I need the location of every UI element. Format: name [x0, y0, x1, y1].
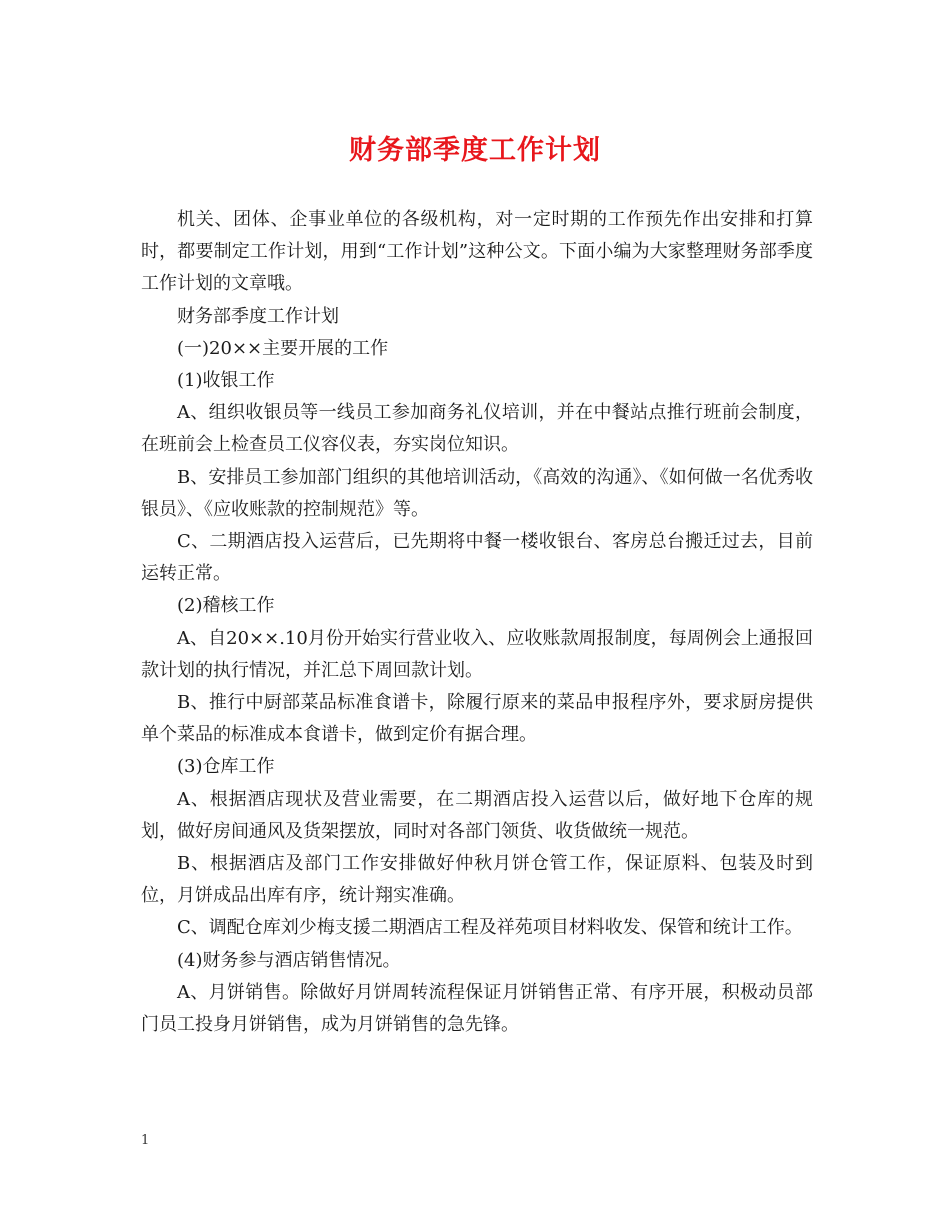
- section-heading-1: (一)20××主要开展的工作: [177, 337, 389, 359]
- subsection-heading-audit: (2)稽核工作: [177, 595, 275, 617]
- paragraph-item: A、月饼销售。除做好月饼周转流程保证月饼销售正常、有序开展，积极动员部门员工投身月饼销售，成为月饼销售的急先锋。: [141, 981, 813, 1036]
- paragraph-item: B、根据酒店及部门工作安排做好仲秋月饼仓管工作，保证原料、包装及时到位，月饼成品出库有序，统计翔实准确。: [141, 853, 813, 907]
- document-title: 财务部季度工作计划: [349, 135, 601, 166]
- paragraph-item: C、调配仓库刘少梅支援二期酒店工程及祥苑项目材料收发、保管和统计工作。: [177, 917, 803, 939]
- subsection-heading-cashier: (1)收银工作: [177, 370, 275, 392]
- paragraph-item: A、根据酒店现状及营业需要，在二期酒店投入运营以后，做好地下仓库的规划，做好房间通风及货架摆放，同时对各部门领货、收货做统一规范。: [141, 788, 813, 842]
- subsection-heading-warehouse: (3)仓库工作: [177, 756, 275, 778]
- page-number: 1: [141, 1133, 150, 1148]
- paragraph-item: C、二期酒店投入运营后，已先期将中餐一楼收银台、客房总台搬迁过去，目前运转正常。: [141, 531, 813, 585]
- paragraph-heading: 财务部季度工作计划: [177, 305, 339, 327]
- paragraph-item: B、安排员工参加部门组织的其他培训活动，《高效的沟通》、《如何做一名优秀收银员》、《应收账款的控制规范》等。: [141, 466, 813, 520]
- document-body: [141, 204, 813, 1041]
- paragraph-intro: 机关、团体、企事业单位的各级机构，对一定时期的工作预先作出安排和打算时，都要制定工作计划，用到“工作计划”这种公文。下面小编为大家整理财务部季度工作计划的文章哦。: [141, 209, 813, 295]
- paragraph-item: A、自20××.10月份开始实行营业收入、应收账款周报制度，每周例会上通报回款计划的执行情况，并汇总下周回款计划。: [141, 627, 813, 681]
- subsection-heading-sales: (4)财务参与酒店销售情况。: [177, 949, 401, 971]
- paragraph-item: A、组织收银员等一线员工参加商务礼仪培训，并在中餐站点推行班前会制度，在班前会上检查员工仪容仪表，夯实岗位知识。: [141, 402, 813, 456]
- paragraph-item: B、推行中厨部菜品标准食谱卡，除履行原来的菜品申报程序外，要求厨房提供单个菜品的标准成本食谱卡，做到定价有据合理。: [141, 692, 813, 746]
